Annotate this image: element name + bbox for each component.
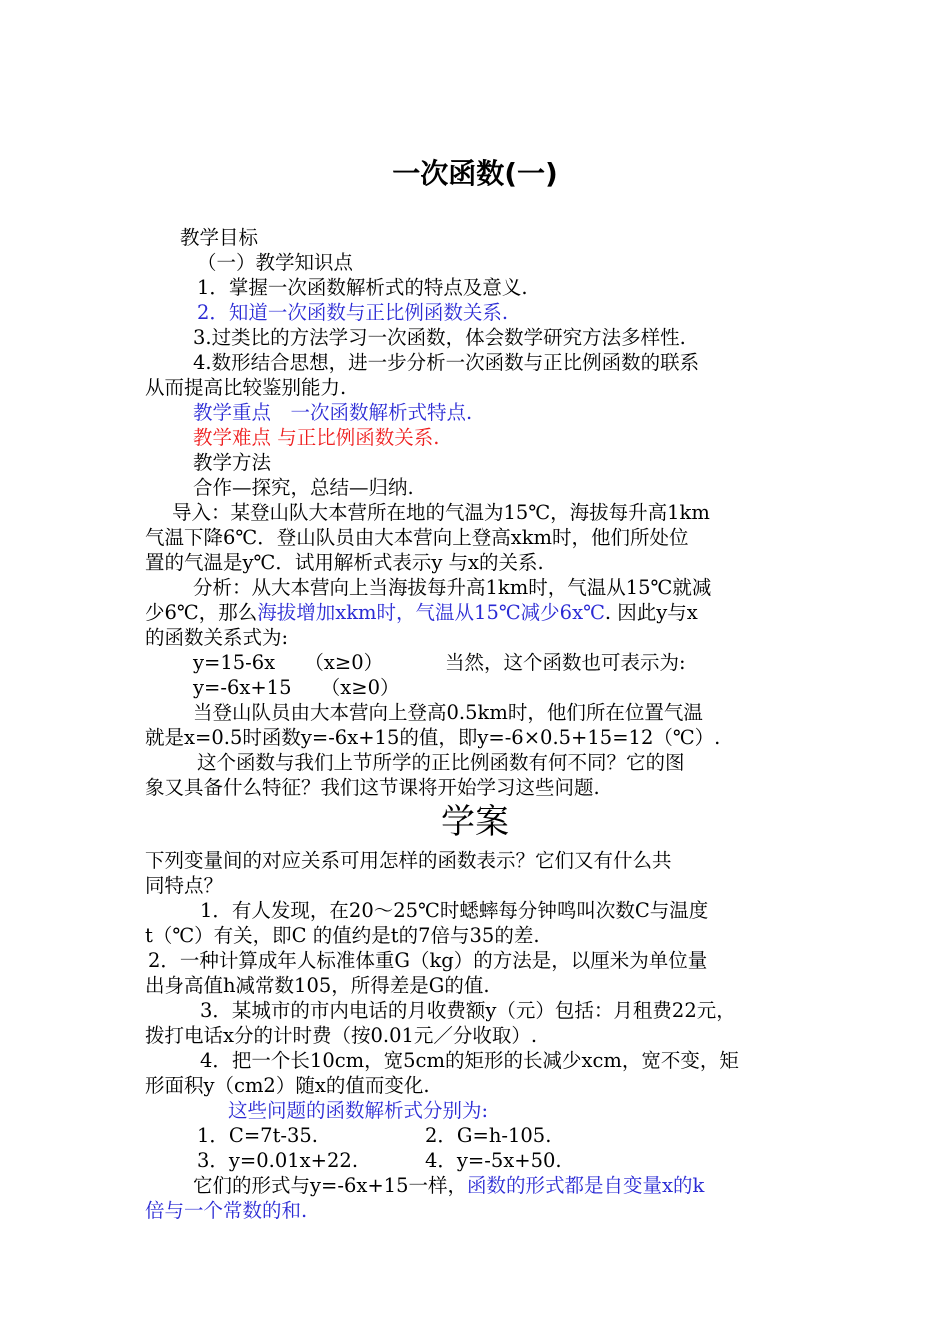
conclusion-line1-highlight: 函数的形式都是自变量x的k [467, 1174, 705, 1197]
intro-line3: 置的气温是y℃．试用解析式表示y 与x的关系. [145, 551, 544, 574]
question-line1: 下列变量间的对应关系可用怎样的函数表示？它们又有什么共 [145, 849, 672, 872]
conclusion-line1-start: 它们的形式与y=-6x+15一样， [193, 1174, 467, 1197]
problem-2-line1: 2．一种计算成年人标准体重G（kg）的方法是，以厘米为单位量 [148, 949, 708, 972]
problem-1-line2: t（℃）有关，即C 的值约是t的7倍与35的差. [145, 924, 540, 947]
analysis-line2-start: 少6℃，那么 [145, 601, 258, 624]
analysis-line2-end: . 因此y与x [604, 601, 698, 624]
problem-1-line1: 1．有人发现，在20～25℃时蟋蟀每分钟鸣叫次数C与温度 [200, 899, 709, 922]
analysis-line3: 的函数关系式为: [145, 626, 289, 649]
conclusion-line2: 倍与一个常数的和. [145, 1199, 308, 1222]
difficulty-point: 教学难点 与正比例函数关系. [193, 426, 440, 449]
method-text: 合作—探究，总结—归纳. [193, 476, 414, 499]
analysis-line1: 分析：从大本营向上当海拔每升高1km时，气温从15℃就减 [193, 576, 712, 599]
knowledge-item-4-line1: 4.数形结合思想，进一步分析一次函数与正比例函数的联系 [193, 351, 700, 374]
intro-line1: 导入：某登山队大本营所在地的气温为15℃，海拔每升高1km [172, 501, 710, 524]
question-line2: 同特点？ [145, 874, 224, 897]
section-title: 学案 [441, 802, 509, 842]
equation-1: y=15-6x （x≥0） [193, 651, 384, 674]
knowledge-item-1: 1．掌握一次函数解析式的特点及意义. [197, 276, 528, 299]
method-heading: 教学方法 [193, 451, 272, 474]
problem-3-line2: 拨打电话x分的计时费（按0.01元／分收取）. [145, 1024, 538, 1047]
knowledge-item-3: 3.过类比的方法学习一次函数，体会数学研究方法多样性. [193, 326, 686, 349]
knowledge-heading: （一）教学知识点 [197, 251, 354, 274]
difference-line2: 象又具备什么特征？我们这节课将开始学习这些问题. [145, 776, 600, 799]
equation-1-note: 当然，这个函数也可表示为: [445, 651, 686, 674]
key-point: 教学重点 一次函数解析式特点. [193, 401, 473, 424]
answer-3: 3．y=0.01x+22. [197, 1149, 359, 1172]
analysis-line2-highlight: 海拔增加xkm时，气温从15℃减少6x℃ [257, 601, 605, 624]
when-line2: 就是x=0.5时函数y=-6x+15的值，即y=-6×0.5+15=12（℃）. [145, 726, 721, 749]
problem-4-line2: 形面积y（cm2）随x的值而变化. [145, 1074, 430, 1097]
problem-3-line1: 3．某城市的市内电话的月收费额y（元）包括：月租费22元， [200, 999, 736, 1022]
intro-line2: 气温下降6℃．登山队员由大本营向上登高xkm时，他们所处位 [145, 526, 689, 549]
equation-2: y=-6x+15 （x≥0） [193, 676, 400, 699]
answers-heading: 这些问题的函数解析式分别为: [228, 1099, 489, 1122]
problem-4-line1: 4．把一个长10cm，宽5cm的矩形的长减少xcm，宽不变，矩 [200, 1049, 739, 1072]
when-line1: 当登山队员由大本营向上登高0.5km时，他们所在位置气温 [193, 701, 703, 724]
knowledge-item-2: 2．知道一次函数与正比例函数关系. [197, 301, 509, 324]
answer-1: 1．C=7t-35. [197, 1124, 319, 1147]
conclusion-line1 [193, 1173, 704, 1198]
answer-4: 4．y=-5x+50. [425, 1149, 562, 1172]
objectives-heading: 教学目标 [180, 226, 259, 249]
knowledge-item-4-line2: 从而提高比较鉴别能力. [145, 376, 347, 399]
problem-2-line2: 出身高值h减常数105，所得差是G的值. [145, 974, 490, 997]
page-title: 一次函数(一) [392, 157, 558, 190]
answer-2: 2．G=h-105. [425, 1124, 552, 1147]
analysis-line2 [145, 600, 698, 625]
difference-line1: 这个函数与我们上节所学的正比例函数有何不同？它的图 [197, 751, 685, 774]
